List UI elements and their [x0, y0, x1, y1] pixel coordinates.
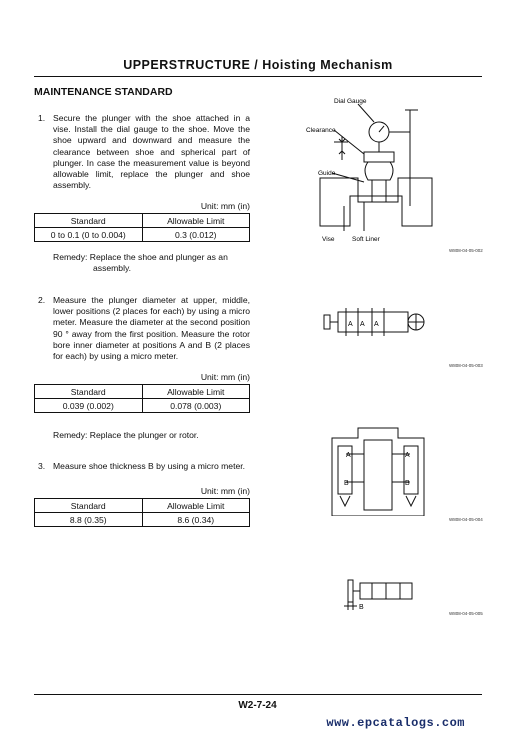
step-1-unit: Unit: mm (in) — [200, 201, 250, 211]
table-row — [35, 228, 250, 242]
rotor-figure — [328, 426, 428, 516]
shoe-figure — [338, 578, 418, 614]
step-1 — [38, 113, 250, 191]
position-b-label: B — [405, 480, 410, 487]
soft-liner-label: Soft Liner — [352, 236, 380, 243]
step-3 — [38, 461, 250, 472]
position-b-label: B — [344, 480, 349, 487]
footer-divider — [34, 694, 482, 695]
table-header-limit: Allowable Limit — [142, 499, 250, 513]
figure-code: W808-04-05-005 — [449, 611, 483, 616]
dial-gauge-figure — [298, 96, 438, 246]
table-header-standard: Standard — [35, 385, 143, 399]
table-cell-limit: 8.6 (0.34) — [142, 513, 250, 527]
remedy-line: Remedy: Replace the shoe and plunger as an — [53, 252, 228, 262]
table-cell-standard: 0.039 (0.002) — [35, 399, 143, 413]
position-a-label: A — [348, 321, 353, 328]
position-a-label: A — [405, 452, 410, 459]
step-3-unit: Unit: mm (in) — [200, 486, 250, 496]
step-2-text: Measure the plunger diameter at upper, middle, lower positions (2 places for each) by using a micro meter. Measure the diameter at the second position 90 ° away from the first position. Measure the rotor bore inner diameter at positions A and B (2 places for each) by using a micro meter. — [53, 295, 250, 362]
table-cell-limit: 0.3 (0.012) — [142, 228, 250, 242]
vise-label: Vise — [322, 236, 335, 243]
table-cell-limit: 0.078 (0.003) — [142, 399, 250, 413]
step-1-remedy — [53, 252, 250, 274]
table-header-standard: Standard — [35, 214, 143, 228]
step-3-text: Measure shoe thickness B by using a micro meter. — [53, 461, 246, 471]
position-a-label: A — [374, 321, 379, 328]
table-row — [35, 513, 250, 527]
clearance-label: Clearance — [306, 127, 336, 134]
spec-table-3 — [34, 498, 250, 527]
page-title: UPPERSTRUCTURE / Hoisting Mechanism — [123, 58, 393, 72]
figure-code: W808-04-05-003 — [449, 363, 483, 368]
page-number: W2-7-24 — [238, 700, 277, 711]
guide-label: Guide — [318, 170, 336, 177]
step-2-number: 2. — [38, 295, 46, 305]
step-1-text: Secure the plunger with the shoe attached in a vise. Install the dial gauge to the shoe. Move the shoe upward and downward and measure the clearance between shoe and spherical part of plunger. In case the measurement value is beyond allowable limit, replace the plunger and shoe assembly. — [53, 113, 250, 191]
step-2-remedy — [53, 430, 250, 441]
section-title: MAINTENANCE STANDARD — [34, 86, 173, 98]
plunger-figure — [322, 306, 432, 338]
table-row — [35, 399, 250, 413]
table-header-row — [35, 499, 250, 513]
spec-table-1 — [34, 213, 250, 242]
table-cell-standard: 8.8 (0.35) — [35, 513, 143, 527]
remedy-line: Remedy: Replace the plunger or rotor. — [53, 430, 199, 440]
figure-code: W808-04-05-002 — [449, 248, 483, 253]
thickness-b-label: B — [359, 604, 364, 611]
step-2 — [38, 295, 250, 362]
step-1-number: 1. — [38, 113, 46, 123]
position-a-label: A — [346, 452, 351, 459]
spec-table-2 — [34, 384, 250, 413]
dial-gauge-label: Dial Gauge — [334, 98, 367, 105]
table-header-standard: Standard — [35, 499, 143, 513]
table-header-row — [35, 214, 250, 228]
header-divider — [34, 76, 482, 77]
table-header-limit: Allowable Limit — [142, 214, 250, 228]
figure-code: W808-04-05-004 — [449, 517, 483, 522]
watermark: www.epcatalogs.com — [326, 716, 465, 730]
table-header-row — [35, 385, 250, 399]
step-2-unit: Unit: mm (in) — [200, 372, 250, 382]
remedy-line: assembly. — [93, 263, 132, 274]
table-header-limit: Allowable Limit — [142, 385, 250, 399]
step-3-number: 3. — [38, 461, 46, 471]
table-cell-standard: 0 to 0.1 (0 to 0.004) — [35, 228, 143, 242]
position-a-label: A — [360, 321, 365, 328]
